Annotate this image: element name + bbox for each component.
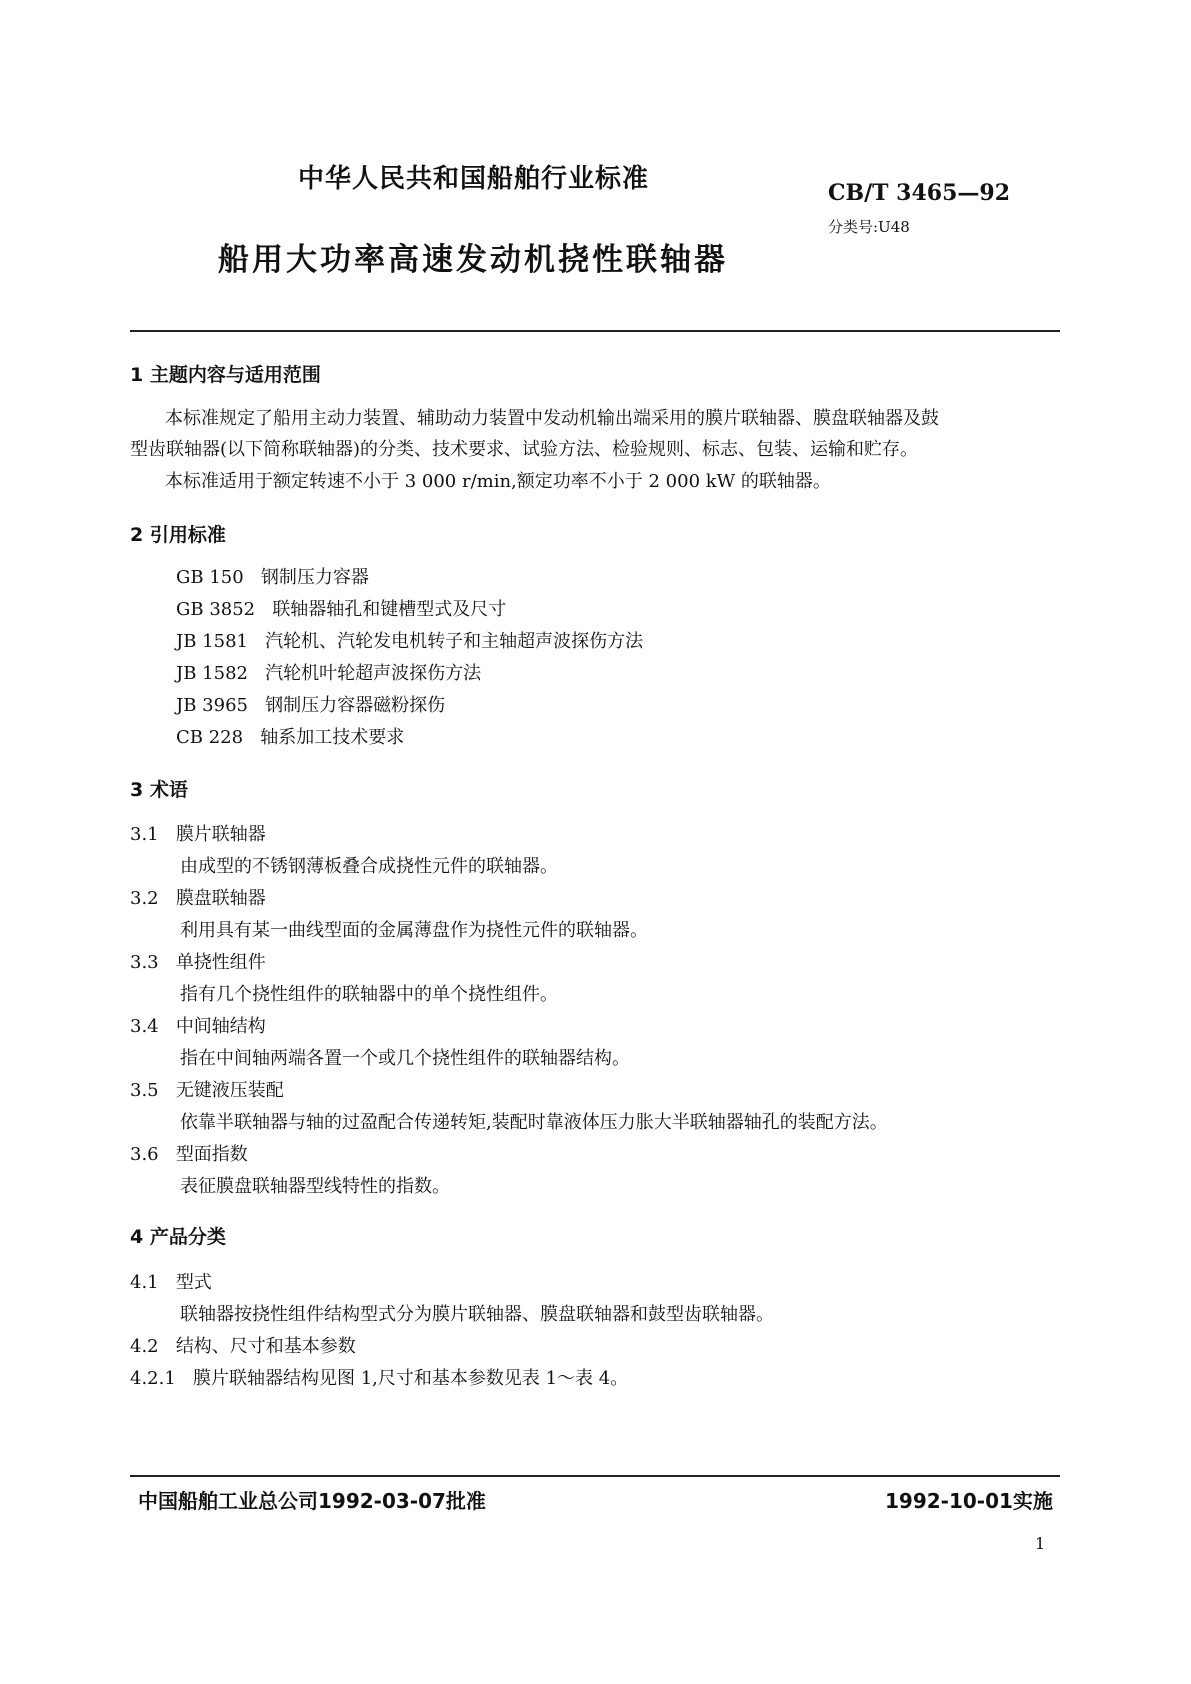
section-1-heading: 1 主题内容与适用范围 bbox=[130, 364, 321, 386]
subsection-4-2-heading bbox=[130, 1332, 356, 1358]
header-divider bbox=[130, 330, 1060, 332]
section-2-heading: 2 引用标准 bbox=[130, 524, 226, 546]
term-heading bbox=[130, 1012, 266, 1038]
subsection-4-1-heading bbox=[130, 1268, 212, 1294]
section-1-paragraph-2: 本标准适用于额定转速不小于 3 000 r/min,额定功率不小于 2 000 kW 的联轴器。 bbox=[165, 471, 831, 492]
footer-divider bbox=[130, 1475, 1060, 1477]
approval-line: 中国船舶工业总公司1992-03-07批准 bbox=[138, 1489, 486, 1513]
term-name: 型面指数 bbox=[175, 1144, 248, 1165]
term-name: 单挠性组件 bbox=[175, 952, 266, 973]
subsection-number: 4.2 bbox=[130, 1336, 159, 1357]
term-number: 3.2 bbox=[130, 888, 159, 909]
term-number: 3.3 bbox=[130, 952, 159, 973]
section-1-paragraph-1-line-2: 型齿联轴器(以下简称联轴器)的分类、技术要求、试验方法、检验规则、标志、包装、运输和贮存。 bbox=[130, 439, 919, 460]
term-heading bbox=[130, 820, 266, 846]
term-number: 3.4 bbox=[130, 1016, 159, 1037]
subsection-title: 结构、尺寸和基本参数 bbox=[175, 1336, 356, 1357]
reference-item bbox=[176, 563, 369, 589]
section-3-heading: 3 术语 bbox=[130, 779, 188, 801]
term-heading bbox=[130, 884, 266, 910]
reference-title: 钢制压力容器 bbox=[260, 567, 369, 588]
term-number: 3.5 bbox=[130, 1080, 159, 1101]
subsection-number: 4.2.1 bbox=[130, 1368, 176, 1389]
term-heading bbox=[130, 1140, 248, 1166]
term-definition: 由成型的不锈钢薄板叠合成挠性元件的联轴器。 bbox=[180, 856, 558, 877]
effective-date: 1992-10-01实施 bbox=[885, 1489, 1053, 1513]
classification-number: 分类号:U48 bbox=[828, 218, 910, 236]
section-1-paragraph-1-line-1: 本标准规定了船用主动力装置、辅助动力装置中发动机输出端采用的膜片联轴器、膜盘联轴器及鼓 bbox=[165, 408, 939, 429]
term-definition: 指在中间轴两端各置一个或几个挠性组件的联轴器结构。 bbox=[180, 1048, 630, 1069]
subsection-number: 4.1 bbox=[130, 1272, 159, 1293]
reference-title: 钢制压力容器磁粉探伤 bbox=[265, 695, 446, 716]
term-number: 3.1 bbox=[130, 824, 159, 845]
reference-title: 轴系加工技术要求 bbox=[260, 727, 405, 748]
reference-item bbox=[176, 659, 481, 685]
term-name: 膜盘联轴器 bbox=[175, 888, 266, 909]
section-4-heading: 4 产品分类 bbox=[130, 1226, 226, 1248]
term-definition: 表征膜盘联轴器型线特性的指数。 bbox=[180, 1176, 450, 1197]
reference-code: CB 228 bbox=[176, 727, 244, 748]
subsection-4-1-text: 联轴器按挠性组件结构型式分为膜片联轴器、膜盘联轴器和鼓型齿联轴器。 bbox=[180, 1304, 774, 1325]
term-definition: 依靠半联轴器与轴的过盈配合传递转矩,装配时靠液体压力胀大半联轴器轴孔的装配方法。 bbox=[180, 1112, 888, 1133]
reference-item bbox=[176, 691, 445, 717]
term-definition: 指有几个挠性组件的联轴器中的单个挠性组件。 bbox=[180, 984, 558, 1005]
document-title: 船用大功率高速发动机挠性联轴器 bbox=[218, 242, 728, 278]
reference-code: JB 1582 bbox=[176, 663, 248, 684]
reference-item bbox=[176, 627, 643, 653]
subsection-4-2-1 bbox=[130, 1364, 628, 1390]
reference-code: GB 3852 bbox=[176, 599, 256, 620]
reference-title: 汽轮机叶轮超声波探伤方法 bbox=[265, 663, 482, 684]
reference-code: JB 1581 bbox=[176, 631, 248, 652]
term-number: 3.6 bbox=[130, 1144, 159, 1165]
term-name: 膜片联轴器 bbox=[175, 824, 266, 845]
issuing-authority: 中华人民共和国船舶行业标准 bbox=[298, 164, 650, 194]
subsection-text: 膜片联轴器结构见图 1,尺寸和基本参数见表 1～表 4。 bbox=[192, 1368, 629, 1389]
term-name: 无键液压装配 bbox=[175, 1080, 284, 1101]
term-heading bbox=[130, 1076, 284, 1102]
term-name: 中间轴结构 bbox=[175, 1016, 266, 1037]
page-number: 1 bbox=[1035, 1534, 1046, 1553]
subsection-title: 型式 bbox=[175, 1272, 212, 1293]
term-definition: 利用具有某一曲线型面的金属薄盘作为挠性元件的联轴器。 bbox=[180, 920, 648, 941]
reference-title: 联轴器轴孔和键槽型式及尺寸 bbox=[272, 599, 507, 620]
reference-code: GB 150 bbox=[176, 567, 244, 588]
standard-code: CB/T 3465—92 bbox=[828, 180, 1011, 206]
reference-code: JB 3965 bbox=[176, 695, 248, 716]
reference-title: 汽轮机、汽轮发电机转子和主轴超声波探伤方法 bbox=[265, 631, 644, 652]
term-heading bbox=[130, 948, 266, 974]
reference-item bbox=[176, 595, 506, 621]
reference-item bbox=[176, 723, 404, 749]
